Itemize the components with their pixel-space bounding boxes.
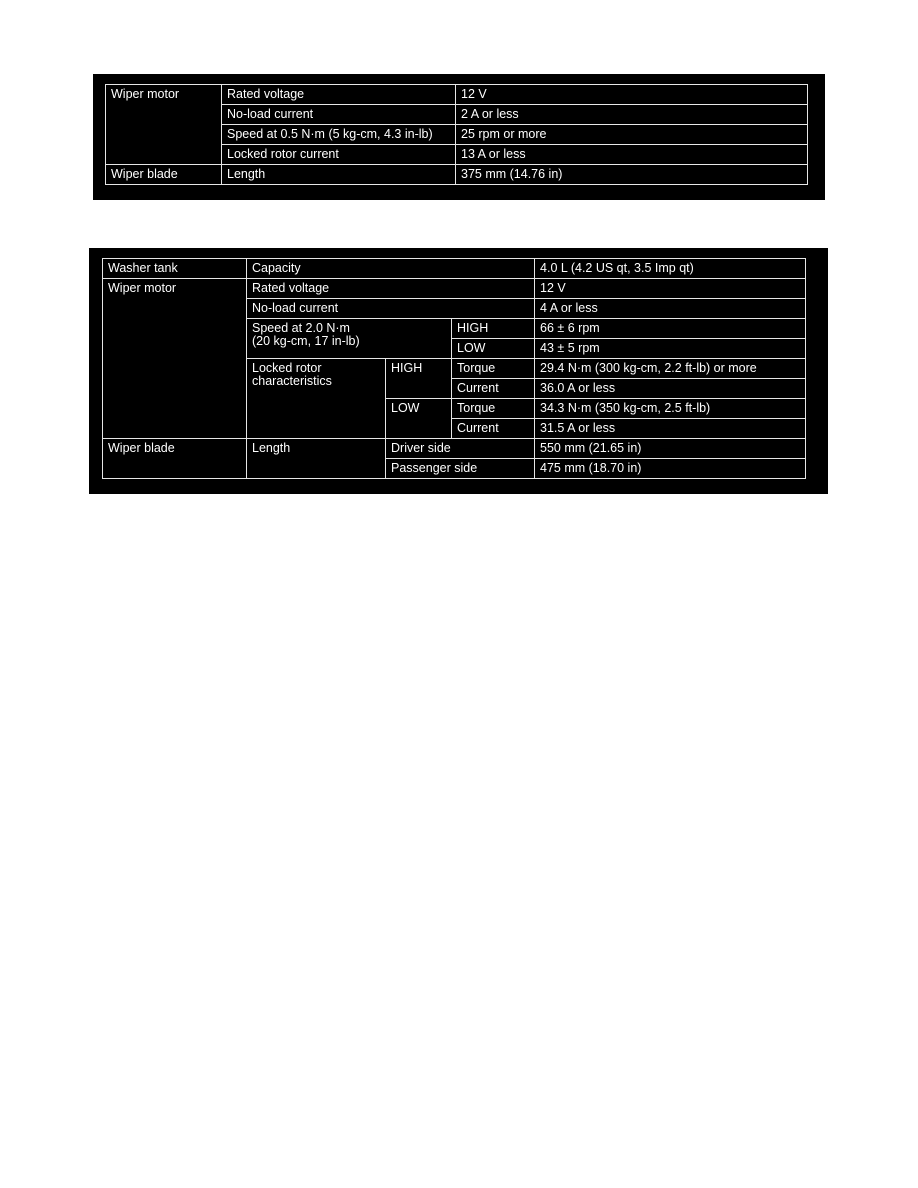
table-cell-item: [247, 359, 386, 439]
wiper-spec-table-2: [102, 258, 806, 479]
table-row: [103, 279, 806, 299]
table-cell-item: Length: [222, 165, 456, 185]
table-cell-component: Wiper motor: [106, 85, 222, 165]
speed-label-line-2: (20 kg-cm, 17 in-lb): [252, 334, 360, 348]
table-cell-component: Washer tank: [103, 259, 247, 279]
table-cell-condition: Passenger side: [386, 459, 535, 479]
locked-label-line-2: characteristics: [252, 374, 332, 388]
table-cell-parameter: Torque: [452, 399, 535, 419]
table-cell-value: 25 rpm or more: [456, 125, 808, 145]
table-cell-item: Locked rotor current: [222, 145, 456, 165]
table-cell-condition: Driver side: [386, 439, 535, 459]
table-cell-value: 34.3 N·m (350 kg-cm, 2.5 ft-lb): [535, 399, 806, 419]
table-cell-condition: LOW: [386, 399, 452, 439]
table-cell-value: 36.0 A or less: [535, 379, 806, 399]
table-cell-item: Rated voltage: [247, 279, 535, 299]
table-cell-value: 66 ± 6 rpm: [535, 319, 806, 339]
table-cell-item: No-load current: [247, 299, 535, 319]
table-cell-condition: HIGH: [452, 319, 535, 339]
table-cell-parameter: Torque: [452, 359, 535, 379]
table-row: [103, 259, 806, 279]
table-row: [106, 165, 808, 185]
table-cell-parameter: Current: [452, 379, 535, 399]
table-cell-value: 2 A or less: [456, 105, 808, 125]
table-cell-value: 375 mm (14.76 in): [456, 165, 808, 185]
table-cell-value: 13 A or less: [456, 145, 808, 165]
table-cell-item: Length: [247, 439, 386, 479]
table-cell-component: Wiper blade: [106, 165, 222, 185]
table-cell-value: 4.0 L (4.2 US qt, 3.5 Imp qt): [535, 259, 806, 279]
table-row: [106, 85, 808, 105]
table-cell-component: Wiper motor: [103, 279, 247, 439]
table-cell-value: 550 mm (21.65 in): [535, 439, 806, 459]
table-cell-value: 43 ± 5 rpm: [535, 339, 806, 359]
table-cell-value: 12 V: [535, 279, 806, 299]
locked-label-line-1: Locked rotor: [252, 361, 322, 375]
table-cell-condition: HIGH: [386, 359, 452, 399]
table-cell-value: 31.5 A or less: [535, 419, 806, 439]
spec-table-panel-2: [89, 248, 828, 494]
speed-label-line-1: Speed at 2.0 N·m: [252, 321, 350, 335]
table-cell-value: 12 V: [456, 85, 808, 105]
table-cell-condition: LOW: [452, 339, 535, 359]
table-cell-item: Speed at 0.5 N·m (5 kg-cm, 4.3 in-lb): [222, 125, 456, 145]
table-cell-item: Rated voltage: [222, 85, 456, 105]
spec-table-panel-1: [93, 74, 825, 200]
table-cell-value: 29.4 N·m (300 kg-cm, 2.2 ft-lb) or more: [535, 359, 806, 379]
table-cell-value: 4 A or less: [535, 299, 806, 319]
table-cell-item: [247, 319, 452, 359]
table-cell-parameter: Current: [452, 419, 535, 439]
table-cell-item: Capacity: [247, 259, 535, 279]
wiper-spec-table-1: [105, 84, 808, 185]
table-cell-value: 475 mm (18.70 in): [535, 459, 806, 479]
table-cell-component: Wiper blade: [103, 439, 247, 479]
table-row: [103, 439, 806, 459]
table-cell-item: No-load current: [222, 105, 456, 125]
